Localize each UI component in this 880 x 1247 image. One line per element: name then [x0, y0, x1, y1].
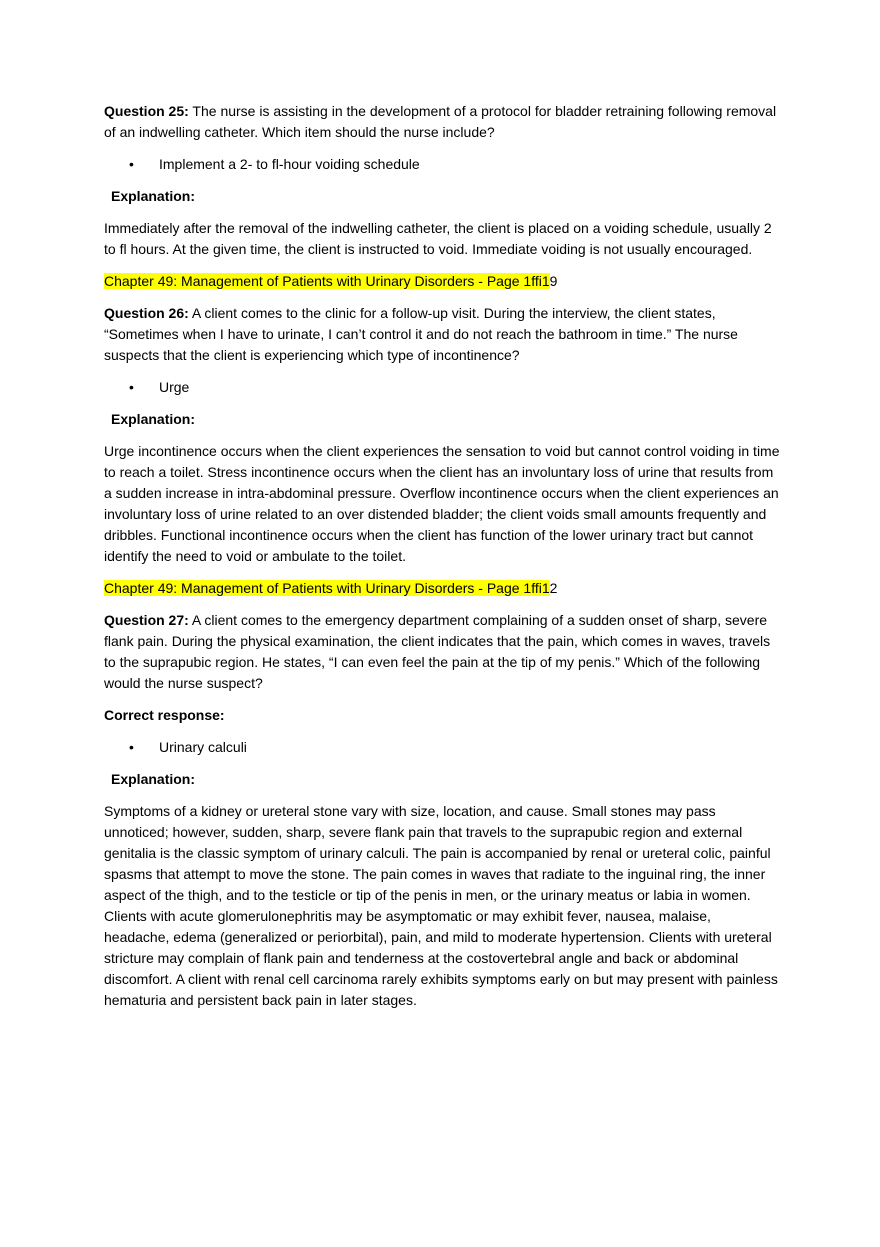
question-26	[104, 303, 780, 366]
question-26-explanation-heading: Explanation:	[111, 411, 196, 427]
question-26-explanation: Urge incontinence occurs when the client experiences the sensation to void but cannot control voiding in time to reach a toilet. Stress incontinence occurs when the client has an involuntary loss of urine that results from a sudden increase in intra-abdominal pressure. Overflow incontinence occurs when the client experiences an involuntary loss of urine related to an over distended bladder; the client voids small amounts frequently and dribbles. Functional incontinence occurs when the client has function of the lower urinary tract but cannot identify the need to void or ambulate to the toilet.	[104, 443, 780, 564]
question-26-reference-tail: 2	[549, 580, 558, 596]
bullet-icon: •	[129, 739, 134, 755]
question-25-reference-highlight: Chapter 49: Management of Patients with Urinary Disorders - Page 1ffi1	[104, 273, 550, 289]
question-26-answer	[104, 377, 780, 398]
question-25-label: Question 25:	[104, 103, 189, 119]
bullet-icon: •	[129, 379, 134, 395]
question-27-answer-text: Urinary calculi	[159, 739, 247, 755]
question-27-explanation-heading: Explanation:	[111, 771, 196, 787]
question-25-reference-tail: 9	[549, 273, 558, 289]
question-25-chapter-reference	[104, 271, 780, 292]
question-26-chapter-reference	[104, 578, 780, 599]
question-27-correct-response-heading: Correct response:	[104, 707, 225, 723]
question-27-text: A client comes to the emergency department complaining of a sudden onset of sharp, severe flank pain. During the physical examination, the client indicates that the pain, which comes in waves, travels to the suprapubic region. He states, “I can even feel the pain at the tip of my penis.” Which of the following would the nurse suspect?	[104, 612, 771, 691]
question-26-label: Question 26:	[104, 305, 189, 321]
question-26-answer-text: Urge	[159, 379, 190, 395]
question-25-explanation: Immediately after the removal of the indwelling catheter, the client is placed on a voiding schedule, usually 2 to fl hours. At the given time, the client is instructed to void. Immediate voiding is not usually encouraged.	[104, 220, 772, 257]
question-25	[104, 101, 780, 143]
question-26-text: A client comes to the clinic for a follow-up visit. During the interview, the client states, “Sometimes when I have to urinate, I can’t control it and do not reach the bathroom in time.” The nurse suspects that the client is experiencing which type of incontinence?	[104, 305, 738, 363]
document-body	[104, 101, 780, 1022]
bullet-icon: •	[129, 156, 134, 172]
question-25-explanation-heading: Explanation:	[111, 188, 196, 204]
question-26-reference-highlight: Chapter 49: Management of Patients with Urinary Disorders - Page 1ffi1	[104, 580, 550, 596]
question-25-text: The nurse is assisting in the development of a protocol for bladder retraining following removal of an indwelling catheter. Which item should the nurse include?	[104, 103, 777, 140]
question-27-label: Question 27:	[104, 612, 189, 628]
question-25-answer-text: Implement a 2- to fl-hour voiding schedule	[159, 156, 420, 172]
question-27-answer	[104, 737, 780, 758]
question-25-answer	[104, 154, 780, 175]
question-27	[104, 610, 780, 694]
question-27-explanation: Symptoms of a kidney or ureteral stone vary with size, location, and cause. Small stones may pass unnoticed; however, sudden, sharp, severe flank pain that travels to the suprapubic region and external genitalia is the classic symptom of urinary calculi. The pain is accompanied by renal or ureteral colic, painful spasms that attempt to move the stone. The pain comes in waves that radiate to the inguinal ring, the inner aspect of the thigh, and to the testicle or tip of the penis in men, or the urinary meatus or labia in women. Clients with acute glomerulonephritis may be asymptomatic or may exhibit fever, nausea, malaise, headache, edema (generalized or periorbital), pain, and mild to moderate hypertension. Clients with ureteral stricture may complain of flank pain and tenderness at the costovertebral angle and back or abdominal discomfort. A client with renal cell carcinoma rarely exhibits symptoms early on but may present with painless hematuria and persistent back pain in later stages.	[104, 803, 778, 1008]
